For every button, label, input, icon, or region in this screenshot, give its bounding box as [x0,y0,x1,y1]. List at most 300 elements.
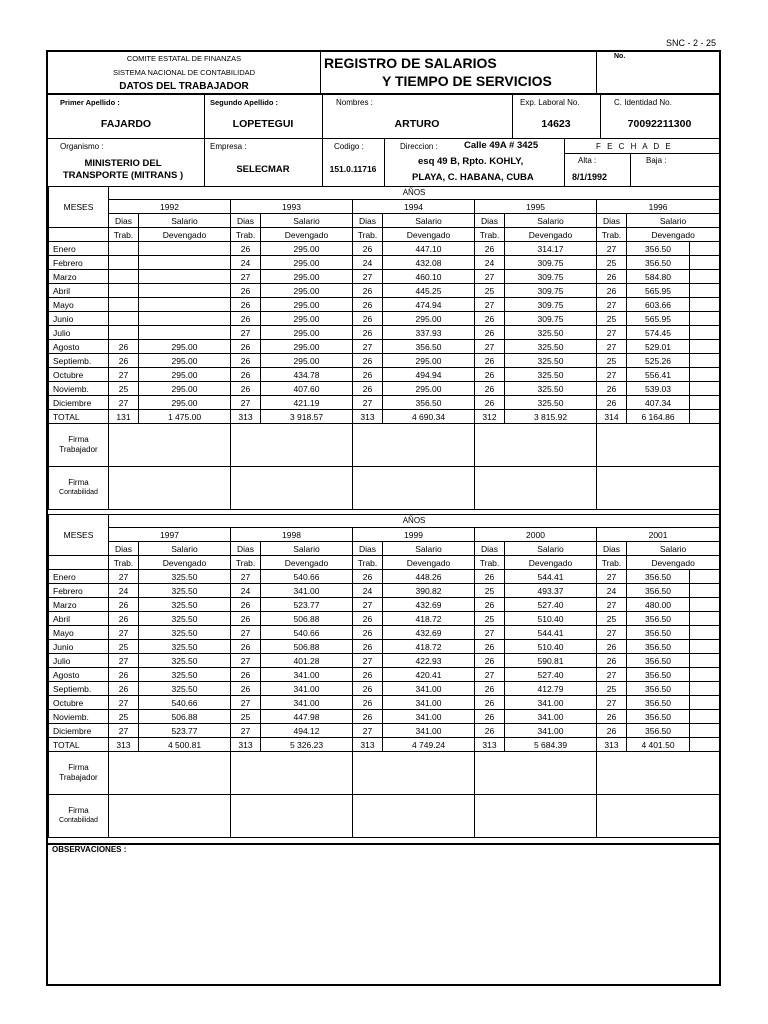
table-row [49,326,720,340]
salario-cell: 325.50 [505,368,597,382]
dias-cell: 27 [353,340,383,354]
salario-cell: 412.79 [505,682,597,696]
dias-cell: 26 [353,312,383,326]
dias-cell: 26 [475,696,505,710]
table-row [49,298,720,312]
dias-cell: 26 [353,696,383,710]
firma-contabilidad-label [49,467,109,510]
devengado-header: Devengado [261,228,353,242]
dias-cell: 26 [475,724,505,738]
dias-header: Dias [353,542,383,556]
dias-cell: 26 [109,668,139,682]
table-row [49,724,720,738]
firma-label-line: Contabilidad [59,489,98,496]
salario-cell: 295.00 [261,312,353,326]
meses-header: MESES [49,515,109,556]
salario-cell: 356.50 [627,654,690,668]
salario-header: Salario [627,214,720,228]
salario-cell: 325.50 [139,612,231,626]
anos-header: AÑOS [109,187,720,200]
dias-cell: 26 [353,626,383,640]
firma-contabilidad-cell[interactable] [475,795,597,838]
salario-cell: 544.41 [505,626,597,640]
divider [630,153,631,186]
firma-contabilidad-cell[interactable] [231,467,353,510]
dias-cell: 25 [109,640,139,654]
firma-contabilidad-label [49,795,109,838]
salario-cell: 565.95 [627,312,690,326]
salario-cell: 447.10 [383,242,475,256]
salario-cell: 295.00 [139,354,231,368]
month-label: Diciembre [49,396,109,410]
firma-trabajador-cell[interactable] [231,424,353,467]
direccion-value-1: Calle 49A # 3425 [464,140,539,151]
firma-contabilidad-cell[interactable] [353,795,475,838]
salario-cell: 341.00 [505,724,597,738]
firma-contabilidad-cell[interactable] [109,467,231,510]
blank-cell [690,368,720,382]
salario-cell: 295.00 [261,284,353,298]
salario-cell [139,312,231,326]
month-label: Junio [49,640,109,654]
trab-header: Trab. [597,556,627,570]
blank-cell [690,298,720,312]
blank-cell [690,598,720,612]
blank-cell [690,640,720,654]
firma-contabilidad-cell[interactable] [597,467,720,510]
month-label: Diciembre [49,724,109,738]
apellido1-value: FAJARDO [100,118,152,130]
dias-cell: 27 [109,654,139,668]
total-dias: 313 [353,410,383,424]
dias-cell: 26 [475,382,505,396]
dias-cell: 25 [475,612,505,626]
salario-cell: 325.50 [139,626,231,640]
total-salario: 4 749.24 [383,738,475,752]
dias-cell: 25 [597,354,627,368]
col-header-row [49,542,720,556]
salario-cell: 527.40 [505,668,597,682]
dias-cell: 26 [109,682,139,696]
dias-cell: 27 [597,298,627,312]
salario-header: Salario [261,542,353,556]
dias-cell: 26 [353,298,383,312]
trab-header: Trab. [109,228,139,242]
firma-trabajador-cell[interactable] [109,424,231,467]
devengado-header: Devengado [383,556,475,570]
devengado-header: Devengado [261,556,353,570]
dias-cell: 26 [231,242,261,256]
dias-cell: 26 [353,326,383,340]
dias-cell: 27 [109,696,139,710]
salario-cell: 356.50 [627,242,690,256]
dias-cell: 26 [353,368,383,382]
dias-cell: 26 [475,312,505,326]
dias-cell: 27 [597,696,627,710]
dias-cell: 26 [231,284,261,298]
total-label: TOTAL [49,738,109,752]
no-label: No. [614,53,626,60]
divider [322,138,323,186]
anos-row [49,515,720,528]
dias-cell: 27 [231,570,261,584]
month-label: Octubre [49,368,109,382]
blank-cell [690,654,720,668]
salario-cell: 422.93 [383,654,475,668]
dias-cell: 26 [353,570,383,584]
salario-cell: 356.50 [383,396,475,410]
dias-cell: 26 [475,326,505,340]
observaciones-field[interactable] [48,858,719,984]
divider [48,93,719,95]
header-line3: DATOS DEL TRABAJADOR [119,81,249,92]
salario-cell: 356.50 [627,612,690,626]
salario-cell: 407.34 [627,396,690,410]
salario-cell: 325.50 [505,396,597,410]
salario-cell: 356.50 [627,626,690,640]
total-salario: 5 326.23 [261,738,353,752]
divider [322,94,323,138]
year-header: 1996 [597,200,720,214]
salario-header: Salario [261,214,353,228]
firma-trabajador-row [49,424,720,467]
organismo-value-2: TRANSPORTE (MITRANS ) [62,170,184,181]
salario-cell: 432.08 [383,256,475,270]
blank-cell [690,270,720,284]
blank-cell [690,284,720,298]
salario-cell: 341.00 [383,710,475,724]
table-row [49,256,720,270]
firma-contabilidad-cell[interactable] [475,467,597,510]
blank-cell [690,570,720,584]
divider [320,52,321,94]
ci-label: C. Identidad No. [614,98,672,107]
salario-cell: 295.00 [261,256,353,270]
blank-cell [690,396,720,410]
dias-cell [109,242,139,256]
salario-cell [139,326,231,340]
dias-cell: 27 [109,368,139,382]
ci-value: 70092211300 [627,118,692,130]
table-row [49,654,720,668]
month-label: Noviemb. [49,382,109,396]
dias-header: Dias [109,214,139,228]
salario-cell: 506.88 [139,710,231,724]
salario-cell: 356.50 [627,584,690,598]
firma-contabilidad-cell[interactable] [353,467,475,510]
firma-label-line: Firma [68,435,89,444]
dias-cell: 26 [475,598,505,612]
table-row [49,284,720,298]
firma-trabajador-cell[interactable] [353,752,475,795]
salario-cell: 325.50 [139,570,231,584]
devengado-header: Devengado [505,228,597,242]
organismo-label: Organismo : [60,142,104,151]
dias-cell: 26 [353,242,383,256]
salario-cell: 309.75 [505,298,597,312]
salario-cell: 295.00 [261,270,353,284]
years-row [49,200,720,214]
dias-cell: 26 [353,668,383,682]
trab-header: Trab. [231,228,261,242]
dias-cell: 27 [353,270,383,284]
year-header: 1998 [231,528,353,542]
blank-cell [690,738,720,752]
dias-cell: 27 [231,696,261,710]
month-label: Septiemb. [49,354,109,368]
month-label: Mayo [49,298,109,312]
firma-label-line: Trabajador [59,445,98,454]
salario-cell: 341.00 [383,682,475,696]
salario-cell: 584.80 [627,270,690,284]
salario-cell: 506.88 [261,640,353,654]
dias-cell: 26 [231,354,261,368]
firma-trabajador-label [49,752,109,795]
fecha-label: F E C H A D E [596,142,673,151]
salario-cell: 556.41 [627,368,690,382]
firma-label-line: Contabilidad [59,817,98,824]
dias-cell: 27 [231,326,261,340]
dias-header: Dias [597,214,627,228]
devengado-header: Devengado [139,556,231,570]
total-salario: 5 684.39 [505,738,597,752]
blank-cell [690,668,720,682]
table-row [49,696,720,710]
blank-cell [690,710,720,724]
dias-cell: 25 [597,256,627,270]
salario-header: Salario [627,542,720,556]
dias-cell [109,312,139,326]
month-label: Enero [49,242,109,256]
dias-cell: 26 [597,382,627,396]
total-salario: 4 500.81 [139,738,231,752]
month-label: Enero [49,570,109,584]
salario-cell: 295.00 [383,312,475,326]
salario-cell: 418.72 [383,612,475,626]
total-salario: 3 815.92 [505,410,597,424]
blank-cell [690,612,720,626]
salario-cell: 341.00 [383,696,475,710]
direccion-label: Direccion : [400,142,438,151]
salario-cell: 510.40 [505,612,597,626]
dias-cell: 27 [353,724,383,738]
firma-label-line: Firma [68,763,89,772]
blank-cell [690,724,720,738]
dias-cell: 25 [597,682,627,696]
trab-header: Trab. [475,556,505,570]
dias-cell: 26 [231,682,261,696]
firma-trabajador-cell[interactable] [597,424,720,467]
table-row [49,640,720,654]
direccion-value-2: esq 49 B, Rpto. KOHLY, [418,156,524,167]
firma-trabajador-cell[interactable] [475,752,597,795]
blank-cell [690,242,720,256]
dias-cell: 25 [231,710,261,724]
dias-cell [109,270,139,284]
salario-cell: 539.03 [627,382,690,396]
year-header: 1997 [109,528,231,542]
salario-cell: 493.37 [505,584,597,598]
salario-cell: 356.50 [627,570,690,584]
total-label: TOTAL [49,410,109,424]
dias-cell: 26 [353,382,383,396]
firma-trabajador-cell[interactable] [353,424,475,467]
dias-cell: 27 [109,626,139,640]
salario-header: Salario [505,542,597,556]
blank-cell [690,312,720,326]
divider [564,153,719,154]
dias-header: Dias [109,542,139,556]
month-label: Agosto [49,668,109,682]
salario-cell: 341.00 [261,668,353,682]
dias-cell: 27 [475,626,505,640]
dias-cell: 27 [353,654,383,668]
dias-cell: 26 [231,598,261,612]
firma-trabajador-cell[interactable] [109,752,231,795]
dias-cell: 27 [597,598,627,612]
blank-cell [690,326,720,340]
month-label: Febrero [49,256,109,270]
salario-cell: 407.60 [261,382,353,396]
salario-cell: 434.78 [261,368,353,382]
divider [596,52,597,94]
codigo-label: Codigo : [334,142,364,151]
salario-cell: 418.72 [383,640,475,654]
alta-value: 8/1/1992 [572,172,608,182]
firma-trabajador-cell[interactable] [597,752,720,795]
trab-header: Trab. [231,556,261,570]
blank-cell [690,354,720,368]
firma-contabilidad-cell[interactable] [231,795,353,838]
salario-cell: 544.41 [505,570,597,584]
blank-cell [690,626,720,640]
month-label: Febrero [49,584,109,598]
devengado-header: Devengado [139,228,231,242]
salario-cell: 295.00 [261,242,353,256]
nombres-label: Nombres : [336,98,373,107]
dias-cell: 27 [109,396,139,410]
dias-cell: 27 [597,368,627,382]
dias-cell: 27 [597,626,627,640]
table-row [49,354,720,368]
title-line2: Y TIEMPO DE SERVICIOS [382,73,552,89]
dias-cell: 25 [109,382,139,396]
total-row [49,410,720,424]
firma-label-line: Firma [68,806,89,815]
salario-cell: 356.50 [627,710,690,724]
month-label: Mayo [49,626,109,640]
salario-cell [139,298,231,312]
exp-label: Exp. Laboral No. [520,98,580,107]
salario-cell: 325.50 [505,354,597,368]
total-dias: 313 [353,738,383,752]
dias-cell: 25 [475,584,505,598]
salario-cell: 356.50 [627,682,690,696]
dias-header: Dias [475,214,505,228]
firma-trabajador-label [49,424,109,467]
divider [204,138,205,186]
salario-cell: 295.00 [261,298,353,312]
salario-header: Salario [383,214,475,228]
salario-cell: 325.50 [139,640,231,654]
divider [600,94,601,138]
firma-label-line: Trabajador [59,773,98,782]
years-row [49,528,720,542]
blank-cell [49,228,109,242]
dias-cell: 26 [597,640,627,654]
dias-cell: 26 [231,612,261,626]
month-label: Noviemb. [49,710,109,724]
total-dias: 313 [475,738,505,752]
firma-contabilidad-cell[interactable] [597,795,720,838]
total-salario: 4 690.34 [383,410,475,424]
salario-cell [139,256,231,270]
salario-cell: 295.00 [383,382,475,396]
salario-header: Salario [383,542,475,556]
salario-cell [139,242,231,256]
divider [564,138,565,186]
header-line1: COMITE ESTATAL DE FINANZAS [126,54,242,63]
blank-cell [690,382,720,396]
salario-cell: 337.93 [383,326,475,340]
dias-cell: 27 [109,570,139,584]
salario-cell: 574.45 [627,326,690,340]
dias-cell: 27 [597,668,627,682]
dias-cell: 26 [231,640,261,654]
dias-cell: 27 [475,340,505,354]
table-row [49,710,720,724]
blank-cell [690,584,720,598]
devengado-header: Devengado [627,556,720,570]
dias-cell: 27 [475,270,505,284]
dias-cell: 26 [231,340,261,354]
dias-cell: 26 [231,312,261,326]
salario-cell: 565.95 [627,284,690,298]
table-row [49,612,720,626]
firma-contabilidad-row [49,467,720,510]
dias-cell: 24 [231,584,261,598]
title-line1: REGISTRO DE SALARIOS [324,55,497,71]
salario-cell: 480.00 [627,598,690,612]
total-salario: 4 401.50 [627,738,690,752]
codigo-value: 151.0.11716 [329,164,377,174]
blank-cell [690,256,720,270]
year-header: 1999 [353,528,475,542]
trab-header: Trab. [353,556,383,570]
salario-cell: 590.81 [505,654,597,668]
dias-cell: 24 [109,584,139,598]
firma-contabilidad-cell[interactable] [109,795,231,838]
total-dias: 131 [109,410,139,424]
trab-header: Trab. [109,556,139,570]
dias-cell [109,256,139,270]
apellido1-label: Primer Apellido : [60,98,120,107]
dias-cell: 27 [597,570,627,584]
salario-cell: 529.01 [627,340,690,354]
dias-cell: 27 [475,298,505,312]
salario-cell: 325.50 [505,382,597,396]
col-header-row [49,214,720,228]
dias-cell: 26 [475,710,505,724]
dias-cell [109,284,139,298]
col-header-row [49,556,720,570]
firma-trabajador-cell[interactable] [475,424,597,467]
salario-cell: 447.98 [261,710,353,724]
dias-cell: 26 [231,668,261,682]
firma-trabajador-cell[interactable] [231,752,353,795]
dias-cell: 26 [597,270,627,284]
salary-table-2 [48,514,720,838]
